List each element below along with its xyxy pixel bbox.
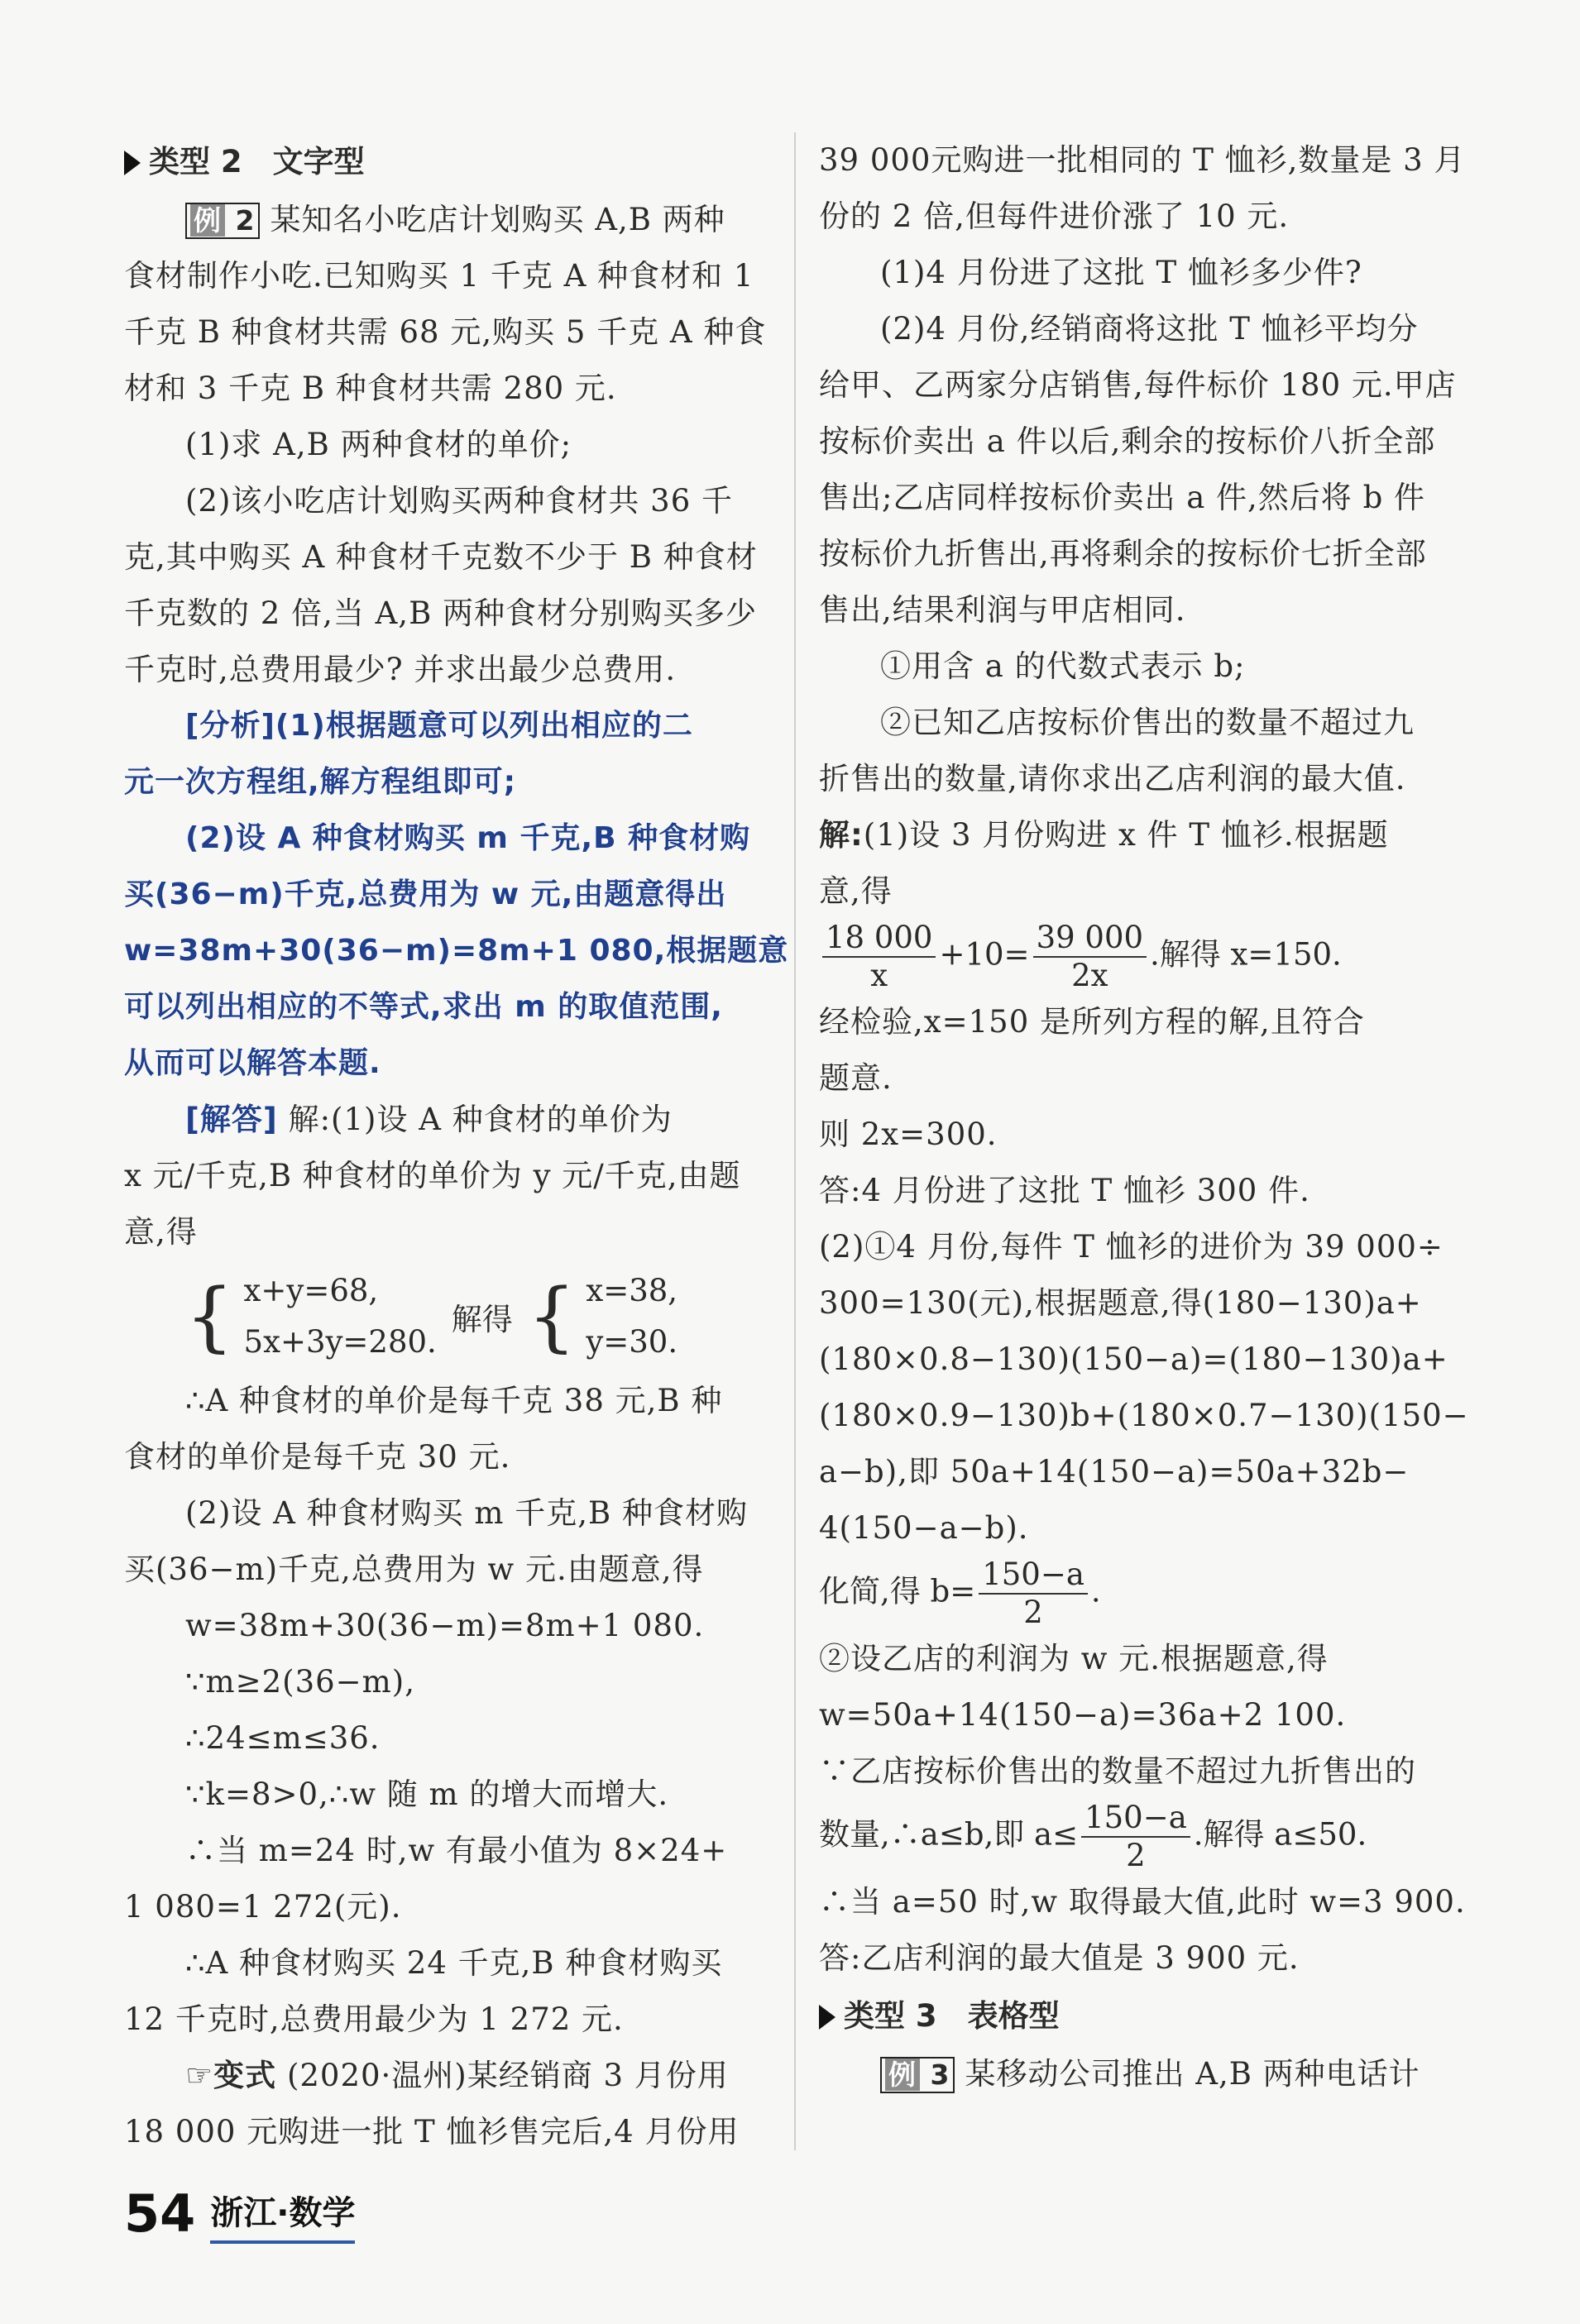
answer-line: ∵k=8>0,∴w 随 m 的增大而增大. <box>185 1776 669 1812</box>
triangle-bullet-icon <box>124 151 141 175</box>
variant-subquestion: ①用含 a 的代数式表示 b; <box>880 648 1246 684</box>
example-text-line: 千克 B 种食材共需 68 元,购买 5 千克 A 种食 <box>124 314 767 350</box>
answer-line: ∴A 种食材购买 24 千克,B 种食材购买 <box>185 1945 723 1981</box>
inequality-line: 数量,∴a≤b,即 a≤ $\frac{150-a}{2}$ .解得 a≤50. <box>819 1800 1367 1873</box>
analysis-line: 元一次方程组,解方程组即可; <box>124 765 517 799</box>
example-badge: 例 2 <box>185 203 260 239</box>
answer-line: 意,得 <box>124 1214 198 1250</box>
solution-line: 题意. <box>819 1060 893 1096</box>
variant-line: 39 000元购进一批相同的 T 恤衫,数量是 3 月 <box>819 142 1466 178</box>
solution-line: a−b),即 50a+14(150−a)=50a+32b− <box>819 1454 1410 1490</box>
answer-line: (2)设 A 种食材购买 m 千克,B 种食材购 <box>185 1495 748 1531</box>
variant-tag: ☞变式 <box>185 2058 277 2093</box>
left-column <box>124 132 789 2160</box>
variant-subquestion: ②已知乙店按标价售出的数量不超过九 <box>880 705 1415 740</box>
solution-line: ∴当 a=50 时,w 取得最大值,此时 w=3 900. <box>819 1884 1466 1920</box>
example-text-line: 食材制作小吃.已知购买 1 千克 A 种食材和 1 <box>124 258 754 294</box>
variant-line: 按标价九折售出,再将剩余的按标价七折全部 <box>819 536 1427 571</box>
answer-line: ∴当 m=24 时,w 有最小值为 8×24+ <box>185 1833 728 1868</box>
variant-line: 给甲、乙两家分店销售,每件标价 180 元.甲店 <box>819 367 1457 403</box>
analysis-line: 从而可以解答本题. <box>124 1046 381 1080</box>
answer-line: 买(36−m)千克,总费用为 w 元.由题意,得 <box>124 1552 704 1587</box>
variant-line: 按标价卖出 a 件以后,剩余的按标价八折全部 <box>819 423 1436 459</box>
page-number: 54 <box>124 2183 196 2244</box>
answer-line: x 元/千克,B 种食材的单价为 y 元/千克,由题 <box>124 1158 741 1193</box>
right-column <box>819 132 1472 2102</box>
analysis-line: w=38m+30(36−m)=8m+1 080,根据题意 <box>124 934 789 968</box>
solution-label: 解: <box>819 817 864 853</box>
answer-line: 12 千克时,总费用最少为 1 272 元. <box>124 2001 624 2037</box>
solution-line: 4(150−a−b). <box>819 1510 1029 1546</box>
solution-line: 300=130(元),根据题意,得(180−130)a+ <box>819 1285 1422 1321</box>
question-2: (2)该小吃店计划购买两种食材共 36 千 <box>185 483 734 519</box>
solution-line: ②设乙店的利润为 w 元.根据题意,得 <box>819 1641 1329 1676</box>
answer-line: w=38m+30(36−m)=8m+1 080. <box>185 1608 705 1643</box>
example-2-intro: 例 2 某知名小吃店计划购买 A,B 两种 <box>124 192 778 248</box>
variant-line: 18 000 元购进一批 T 恤衫售完后,4 月份用 <box>124 2114 740 2149</box>
analysis-line: (2)设 A 种食材购买 m 千克,B 种食材购 <box>185 821 751 855</box>
column-divider <box>794 132 796 2150</box>
solution-line: (180×0.8−130)(150−a)=(180−130)a+ <box>819 1341 1448 1377</box>
answer-line: ∴24≤m≤36. <box>185 1720 381 1756</box>
solution-line: (180×0.9−130)b+(180×0.7−130)(150− <box>819 1398 1469 1433</box>
answer-line: ∵m≥2(36−m), <box>185 1664 415 1700</box>
question-2-line: 千克数的 2 倍,当 A,B 两种食材分别购买多少 <box>124 595 758 631</box>
question-2-line: 克,其中购买 A 种食材千克数不少于 B 种食材 <box>124 539 758 575</box>
solution-line: (2)①4 月份,每件 T 恤衫的进价为 39 000÷ <box>819 1229 1444 1265</box>
equation-system: { x+y=68, 5x+3y=280. 解得 { x=38, y=30. <box>185 1272 678 1360</box>
analysis-tag: [分析] <box>185 709 275 743</box>
variant-line: 售出,结果利润与甲店相同. <box>819 592 1186 628</box>
simplify-equation: 化简,得 b= $\frac{150-a}{2}$ . <box>819 1557 1101 1630</box>
variant-line: 折售出的数量,请你求出乙店利润的最大值. <box>819 761 1406 796</box>
variant-question-2: (2)4 月份,经销商将这批 T 恤衫平均分 <box>880 311 1419 347</box>
left-brace-icon: { <box>527 1272 577 1360</box>
section-heading-type3: 类型 3 表格型 <box>819 1987 1472 2046</box>
solution-line: 则 2x=300. <box>819 1117 998 1152</box>
variant-line: 售出;乙店同样按标价卖出 a 件,然后将 b 件 <box>819 480 1426 515</box>
answer-line: 1 080=1 272(元). <box>124 1889 402 1925</box>
solution-line: 经检验,x=150 是所列方程的解,且符合 <box>819 1004 1365 1040</box>
solution-line: w=50a+14(150−a)=36a+2 100. <box>819 1697 1347 1733</box>
analysis-line: 买(36−m)千克,总费用为 w 元,由题意得出 <box>124 877 727 911</box>
book-brand: 浙江·数学 <box>210 2187 355 2244</box>
example-badge: 例 3 <box>880 2057 955 2093</box>
question-1: (1)求 A,B 两种食材的单价; <box>185 427 572 462</box>
solution-line: ∵乙店按标价售出的数量不超过九折售出的 <box>819 1753 1416 1789</box>
section-heading-type2: 类型 2 文字型 <box>124 132 778 192</box>
solution-intro: 解:(1)设 3 月份购进 x 件 T 恤衫.根据题 <box>819 817 1389 853</box>
variant-intro: ☞变式 (2020·温州)某经销商 3 月份用 <box>185 2058 729 2093</box>
question-2-line: 千克时,总费用最少? 并求出最少总费用. <box>124 652 677 687</box>
example-text-line: 材和 3 千克 B 种食材共需 280 元. <box>124 371 617 406</box>
answer-tag: [解答] <box>185 1102 278 1137</box>
page-footer <box>124 2183 355 2244</box>
answer-line: ∴A 种食材的单价是每千克 38 元,B 种 <box>185 1383 723 1418</box>
solution-line: 答:4 月份进了这批 T 恤衫 300 件. <box>819 1173 1310 1208</box>
solution-line: 意,得 <box>819 873 893 909</box>
answer-line: 食材的单价是每千克 30 元. <box>124 1439 511 1475</box>
fraction-equation: $\frac{18 000}{x}$ +10= $\frac{39 000}{2x}$ .解得 x=150. <box>819 920 1472 994</box>
answer-intro: [解答] 解:(1)设 A 种食材的单价为 <box>185 1102 673 1137</box>
example-3-intro: 例 3 某移动公司推出 A,B 两种电话计 <box>819 2046 1472 2102</box>
analysis-line: [分析](1)根据题意可以列出相应的二 <box>185 709 693 743</box>
variant-line: 份的 2 倍,但每件进价涨了 10 元. <box>819 198 1290 234</box>
left-brace-icon: { <box>185 1272 234 1360</box>
triangle-bullet-icon <box>819 2005 835 2030</box>
analysis-line: 可以列出相应的不等式,求出 m 的取值范围, <box>124 990 723 1024</box>
solution-line: 答:乙店利润的最大值是 3 900 元. <box>819 1940 1300 1976</box>
variant-question-1: (1)4 月份进了这批 T 恤衫多少件? <box>880 255 1362 290</box>
